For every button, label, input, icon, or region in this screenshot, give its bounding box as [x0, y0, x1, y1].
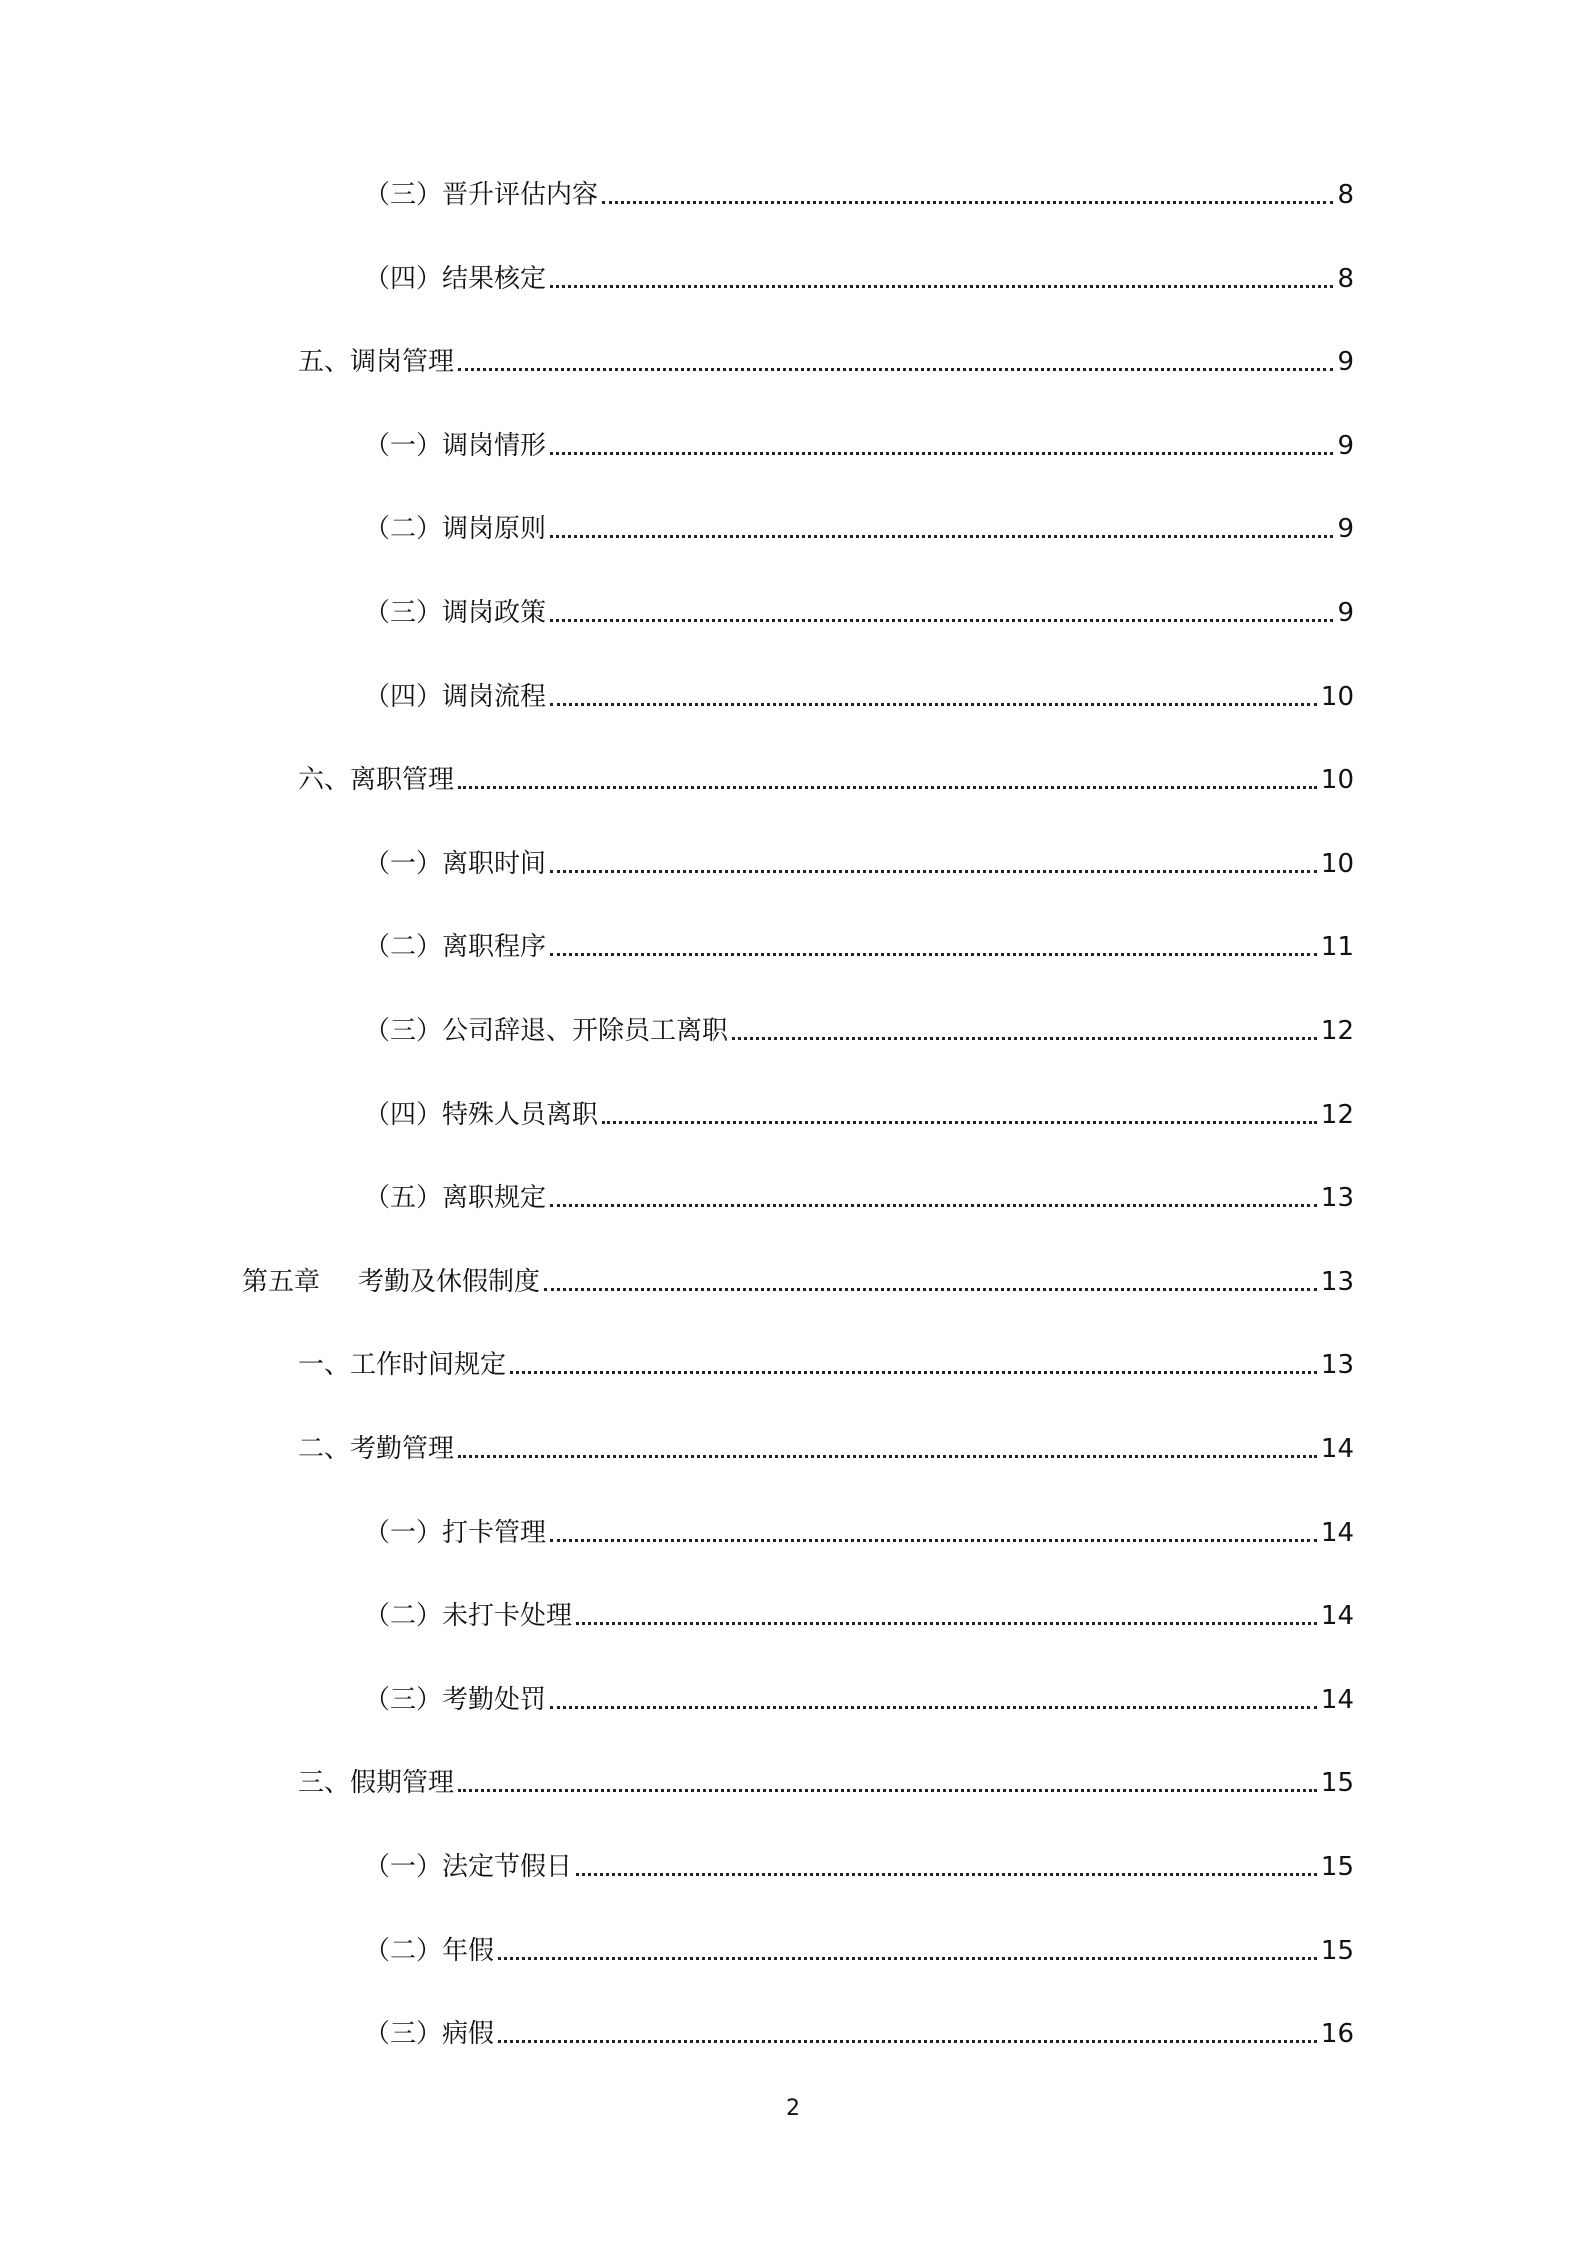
toc-entry-page: 14	[1320, 1601, 1354, 1632]
toc-entry-page: 12	[1320, 1016, 1354, 1046]
dot-leader	[458, 1455, 1317, 1458]
toc-entry-title: （三）公司辞退、开除员工离职	[364, 1016, 729, 1046]
dot-leader	[550, 1706, 1317, 1709]
toc-entry-title: （五）离职规定	[364, 1183, 547, 1214]
toc-entry[interactable]	[364, 673, 1354, 713]
toc-entry-page: 14	[1320, 1517, 1354, 1548]
toc-entry-page: 15	[1320, 1768, 1354, 1799]
toc-entry[interactable]	[364, 1676, 1354, 1716]
toc-entry-title: 六、离职管理	[298, 765, 455, 796]
dot-leader	[458, 368, 1333, 371]
toc-entry-title: （一）离职时间	[364, 848, 547, 879]
toc-entry[interactable]	[364, 1927, 1354, 1967]
dot-leader	[550, 285, 1333, 288]
dot-leader	[550, 703, 1317, 706]
dot-leader	[510, 1371, 1317, 1374]
toc-entry[interactable]	[364, 1174, 1354, 1214]
toc-entry-title: （四）特殊人员离职	[364, 1099, 599, 1130]
dot-leader	[602, 1121, 1317, 1124]
toc-entry-page: 13	[1320, 1183, 1354, 1214]
dot-leader	[576, 1622, 1317, 1625]
toc-entry[interactable]	[298, 1425, 1354, 1465]
toc-entry[interactable]	[298, 1341, 1354, 1381]
toc-entry-page: 14	[1320, 1684, 1354, 1715]
toc-entry-title: （一）打卡管理	[364, 1517, 547, 1548]
toc-entry-page: 9	[1337, 514, 1354, 545]
dot-leader	[550, 1204, 1317, 1207]
toc-entry[interactable]	[364, 255, 1354, 295]
toc-entry[interactable]	[364, 171, 1354, 211]
toc-entry[interactable]	[364, 1091, 1354, 1131]
toc-entry[interactable]	[364, 1843, 1354, 1883]
toc-entry-title: 三、假期管理	[298, 1768, 455, 1799]
dot-leader	[550, 870, 1317, 873]
toc-entry[interactable]	[364, 1007, 1354, 1047]
toc-entry-page: 10	[1320, 848, 1354, 879]
toc-entry-title: （二）离职程序	[364, 932, 547, 963]
toc-entry-page: 13	[1320, 1350, 1354, 1381]
toc-entry-title: （一）法定节假日	[364, 1852, 573, 1882]
toc-entry-page: 8	[1337, 263, 1354, 294]
toc-entry[interactable]	[364, 1592, 1354, 1632]
toc-entry-page: 11	[1320, 932, 1354, 963]
dot-leader	[550, 452, 1333, 455]
dot-leader	[576, 1873, 1317, 1876]
toc-entry-page: 10	[1320, 681, 1354, 712]
toc-chapter-number: 第五章	[242, 1266, 321, 1297]
toc-entry-title: （二）年假	[364, 1935, 495, 1966]
dot-leader	[458, 786, 1317, 789]
dot-leader	[550, 535, 1333, 538]
dot-leader	[498, 2040, 1317, 2043]
toc-entry[interactable]	[364, 589, 1354, 629]
toc-entry-title: （三）病假	[364, 2019, 495, 2050]
toc-entry-title: （二）未打卡处理	[364, 1601, 573, 1632]
toc-entry[interactable]	[364, 422, 1354, 462]
dot-leader	[550, 1539, 1317, 1542]
toc-entry-title: 考勤及休假制度	[358, 1266, 541, 1297]
toc-entry[interactable]	[298, 1759, 1354, 1799]
toc-entry[interactable]	[242, 1258, 1354, 1298]
toc-entry-page: 15	[1320, 1852, 1354, 1882]
toc-entry[interactable]	[364, 2010, 1354, 2050]
toc-entry-page: 12	[1320, 1099, 1354, 1130]
toc-entry-page: 16	[1320, 2019, 1354, 2050]
toc-entry-title: （三）考勤处罚	[364, 1684, 547, 1715]
toc-entry-page: 14	[1320, 1434, 1354, 1464]
dot-leader	[732, 1037, 1317, 1040]
toc-entry[interactable]	[364, 923, 1354, 963]
toc-entry-title: 五、调岗管理	[298, 347, 455, 378]
page-number: 2	[786, 2096, 800, 2121]
toc-entry-title: 二、考勤管理	[298, 1434, 455, 1464]
dot-leader	[550, 953, 1317, 956]
toc-entry-title: （四）结果核定	[364, 263, 547, 294]
toc-entry[interactable]	[364, 840, 1354, 880]
toc-entry-page: 8	[1337, 180, 1354, 210]
toc-entry[interactable]	[364, 1509, 1354, 1549]
toc-entry-title: 一、工作时间规定	[298, 1350, 507, 1381]
toc-entry-page: 15	[1320, 1935, 1354, 1966]
toc-entry-page: 9	[1337, 347, 1354, 378]
dot-leader	[498, 1957, 1317, 1960]
dot-leader	[550, 619, 1333, 622]
toc-entry-title: （三）调岗政策	[364, 598, 547, 628]
toc-entry[interactable]	[298, 756, 1354, 796]
toc-entry-title: （一）调岗情形	[364, 430, 547, 461]
toc-entry-page: 9	[1337, 598, 1354, 628]
toc-entry-page: 13	[1320, 1266, 1354, 1297]
toc-entry-page: 10	[1320, 765, 1354, 796]
dot-leader	[602, 201, 1333, 204]
toc-entry-title: （二）调岗原则	[364, 514, 547, 545]
dot-leader	[544, 1288, 1317, 1291]
toc-entry-page: 9	[1337, 430, 1354, 461]
toc-entry-title: （四）调岗流程	[364, 681, 547, 712]
dot-leader	[458, 1789, 1317, 1792]
toc-entry[interactable]	[364, 505, 1354, 545]
toc-entry-title: （三）晋升评估内容	[364, 180, 599, 210]
toc-entry[interactable]	[298, 338, 1354, 378]
